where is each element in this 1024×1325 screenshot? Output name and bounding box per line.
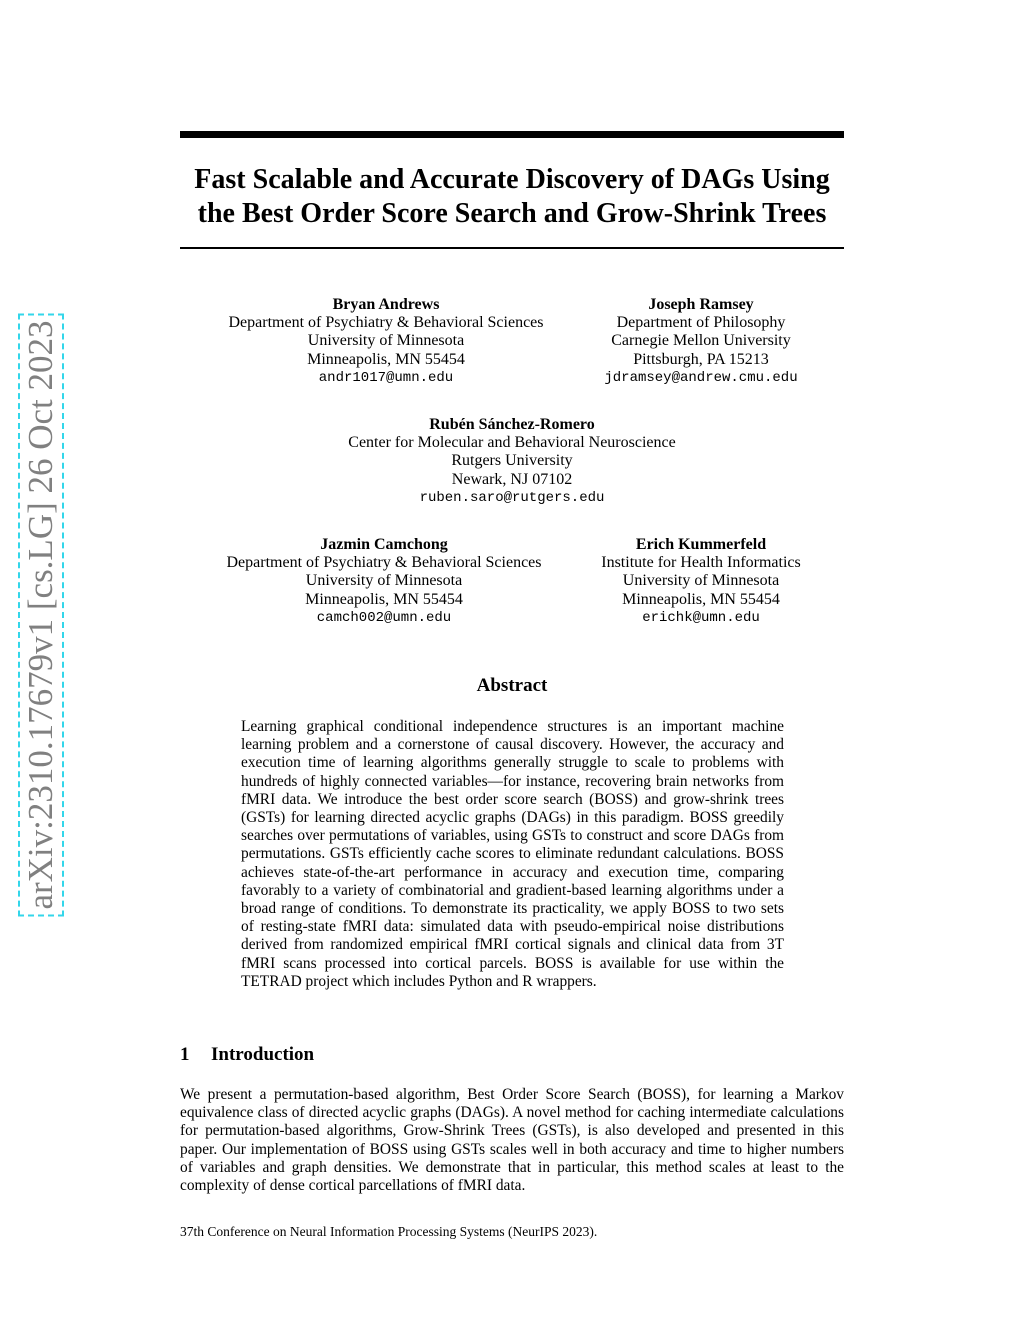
author-block-sanchez-romero [312,416,712,507]
author-block-kummerfeld [586,536,816,627]
author-email: andr1017@umn.edu [318,369,454,386]
title-line-2: the Best Order Score Search and Grow-Shrink Trees [197,198,827,229]
author-name: Joseph Ramsey [648,296,754,313]
author-name: Rubén Sánchez-Romero [429,416,595,433]
author-location: Minneapolis, MN 55454 [622,590,780,608]
author-name: Erich Kummerfeld [635,536,767,553]
abstract-heading: Abstract [476,675,548,696]
author-dept: Institute for Health Informatics [601,554,801,572]
author-dept: Department of Philosophy [616,314,786,332]
conference-footnote: 37th Conference on Neural Information Processing Systems (NeurIPS 2023). [180,1224,598,1239]
author-inst: University of Minnesota [622,572,780,590]
arxiv-stamp[interactable]: arXiv:2310.17679v1 [cs.LG] 26 Oct 2023 [21,316,61,913]
author-inst: Rutgers University [451,452,573,470]
title-rule-top [180,131,844,138]
author-email: erichk@umn.edu [642,609,760,626]
author-block-ramsey [590,296,812,387]
author-name: Bryan Andrews [332,296,440,313]
title-rule-bottom [180,247,844,249]
introduction-text: We present a permutation-based algorithm, Best Order Score Search (BOSS), for learning a Markov equivalence class of directed acyclic graphs (DAGs). A novel method for caching intermediate calculations for permutation-based algorithms, Grow-Shrink Trees (GSTs), is also developed and presented in this paper. Our implementation of BOSS using GSTs scales well in both accuracy and time to higher numbers of variables and graph densities. We demonstrate that in particular, this method scales at least to the complexity of dense cortical parcellations of fMRI data. [180,1086,844,1195]
author-name: Jazmin Camchong [320,536,448,553]
author-email: jdramsey@andrew.cmu.edu [604,369,798,386]
author-location: Minneapolis, MN 55454 [307,350,465,368]
author-email: ruben.saro@rutgers.edu [419,489,605,506]
author-block-andrews [210,296,562,387]
paper-title [180,163,844,231]
author-inst: University of Minnesota [305,572,463,590]
author-inst: University of Minnesota [307,332,465,350]
author-email: camch002@umn.edu [316,609,452,626]
author-location: Minneapolis, MN 55454 [305,590,463,608]
author-block-camchong [208,536,560,627]
author-inst: Carnegie Mellon University [611,332,791,350]
author-dept: Department of Psychiatry & Behavioral Sciences [228,314,544,332]
section-heading [180,1044,314,1066]
author-dept: Department of Psychiatry & Behavioral Sciences [226,554,542,572]
author-location: Pittsburgh, PA 15213 [633,350,769,368]
author-location: Newark, NJ 07102 [451,470,573,488]
section-number: 1 [180,1044,190,1065]
title-line-1: Fast Scalable and Accurate Discovery of DAGs Using [194,164,830,195]
author-dept: Center for Molecular and Behavioral Neuroscience [348,434,676,452]
abstract-text: Learning graphical conditional independence structures is an important machine learning problem and a cornerstone of causal discovery. However, the accuracy and execution time of learning algorithms generally struggle to scale to problems with hundreds of highly connected variables—for instance, recovering brain networks from fMRI data. We introduce the best order score search (BOSS) and grow-shrink trees (GSTs) for learning directed acyclic graphs (DAGs) in this paradigm. BOSS greedily searches over permutations of variables, using GSTs to construct and score DAGs from permutations. GSTs efficiently cache scores to eliminate redundant calculations. BOSS achieves state-of-the-art performance in accuracy and execution time, comparing favorably to a variety of combinatorial and gradient-based learning algorithms under a broad range of conditions. To demonstrate its practicality, we apply BOSS to two sets of resting-state fMRI data: simulated data with pseudo-empirical noise distributions derived from randomized empirical fMRI cortical signals and clinical data from 3T fMRI scans processed into cortical parcels. BOSS is available for use within the TETRAD project which includes Python and R wrappers. [241,718,784,990]
section-title: Introduction [211,1044,315,1065]
